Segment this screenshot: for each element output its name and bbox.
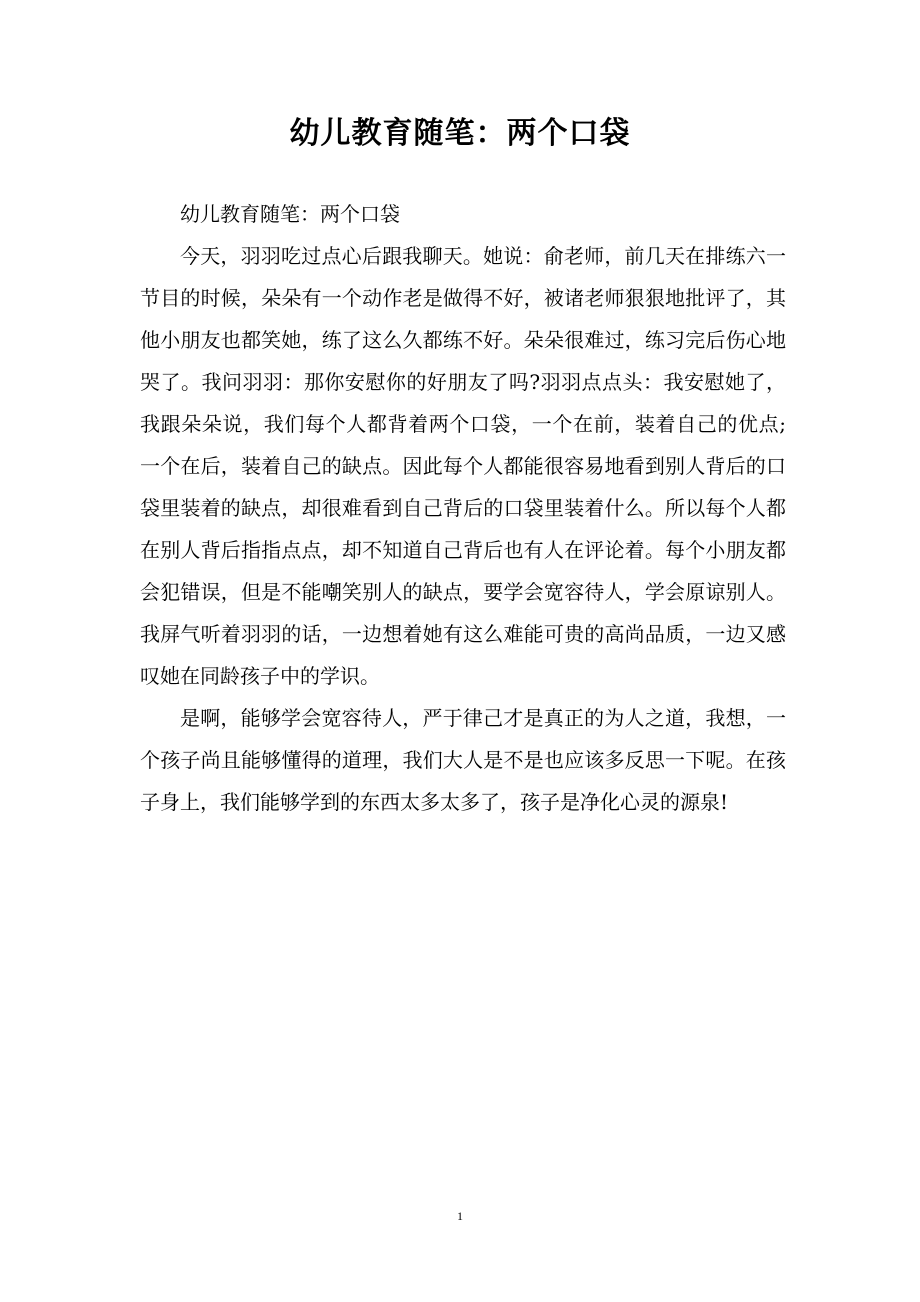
document-body [140,193,786,823]
page-number: 1 [457,1209,463,1223]
paragraph-subtitle: 幼儿教育随笔：两个口袋 [180,202,400,226]
document-title: 幼儿教育随笔：两个口袋 [289,116,631,151]
paragraph-story: 今天，羽羽吃过点心后跟我聊天。她说：俞老师，前几天在排练六一节目的时候，朵朵有一个动作老是做得不好，被诸老师狠狠地批评了，其他小朋友也都笑她，练了这么久都练不好。朵朵很难过，练习完后伤心地哭了。我问羽羽：那你安慰你的好朋友了吗?羽羽点点头：我安慰她了，我跟朵朵说，我们每个人都背着两个口袋，一个在前，装着自己的优点;一个在后，装着自己的缺点。因此每个人都能很容易地看到别人背后的口袋里装着的缺点，却很难看到自己背后的口袋里装着什么。所以每个人都在别人背后指指点点，却不知道自己背后也有人在评论着。每个小朋友都会犯错误，但是不能嘲笑别人的缺点，要学会宽容待人，学会原谅别人。我屏气听着羽羽的话，一边想着她有这么难能可贵的高尚品质，一边又感叹她在同龄孩子中的学识。 [140,244,786,688]
paragraph-reflection: 是啊，能够学会宽容待人，严于律己才是真正的为人之道，我想，一个孩子尚且能够懂得的道理，我们大人是不是也应该多反思一下呢。在孩子身上，我们能够学到的东西太多太多了，孩子是净化心灵的源泉! [140,706,786,814]
